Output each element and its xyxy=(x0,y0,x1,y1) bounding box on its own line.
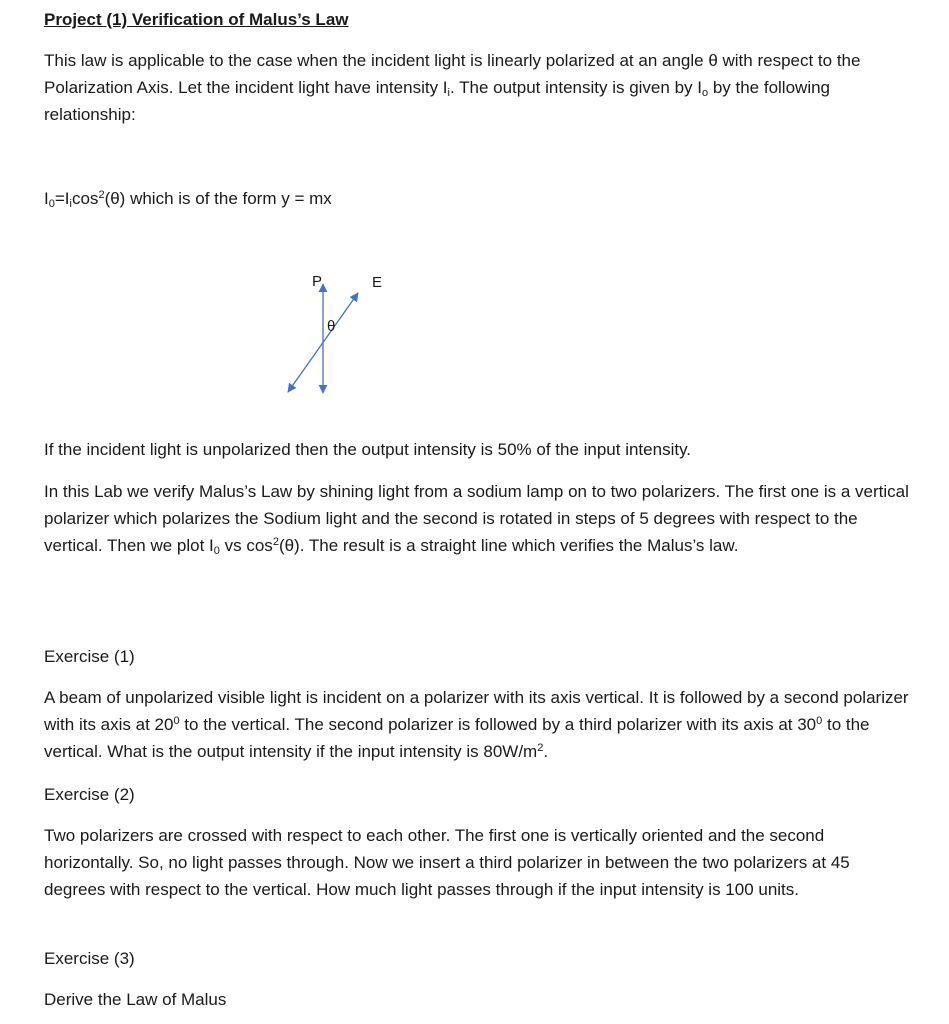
intro-text-3: by the following relationship: xyxy=(44,78,830,124)
exercise-3-heading: Exercise (3) xyxy=(44,949,135,968)
malus-formula xyxy=(44,185,914,212)
lab-text-3: (θ). The result is a straight line which verifies the Malus’s law. xyxy=(278,536,739,555)
label-p: P xyxy=(312,273,323,290)
exercise-1-body xyxy=(44,684,914,765)
formula-sup-2: 2 xyxy=(98,189,105,201)
label-e: E xyxy=(372,274,383,291)
polarization-diagram xyxy=(270,268,383,398)
formula-sub-0: 0 xyxy=(48,198,55,210)
unpolarized-paragraph: If the incident light is unpolarized then the output intensity is 50% of the input intensity. xyxy=(44,440,692,459)
formula-part-a: I xyxy=(44,189,49,208)
ex1-text-1: A beam of unpolarized visible light is incident on a polarizer with its axis vertical. It is followed by a second polarizer with its axis at 20 xyxy=(44,688,909,734)
page-title: Project (1) Verification of Malus’s Law xyxy=(44,10,349,29)
subscript-i: i xyxy=(447,87,450,99)
lab-sup-2: 2 xyxy=(272,536,279,548)
exercise-3-body: Derive the Law of Malus xyxy=(44,990,227,1009)
ex1-sup-2: 2 xyxy=(537,742,544,754)
intro-paragraph xyxy=(44,47,914,128)
lab-paragraph xyxy=(44,478,914,559)
ex1-text-2: to the vertical. The second polarizer is followed by a third polarizer with its axis at 30 xyxy=(179,715,817,734)
formula-part-c: cos xyxy=(71,189,99,208)
exercise-1-heading: Exercise (1) xyxy=(44,647,135,666)
formula-part-b: =I xyxy=(54,189,70,208)
ex1-degree-2: 0 xyxy=(816,715,823,727)
label-theta: θ xyxy=(327,318,336,335)
formula-sub-i: i xyxy=(69,198,72,210)
intro-text-1: This law is applicable to the case when the incident light is linearly polarized at an angle θ with respect to the Polarization Axis. Let the incident light have intensity I xyxy=(44,51,861,97)
ex1-text-3: to the vertical. What is the output intensity if the input intensity is 80W/m xyxy=(44,715,870,761)
intro-text-2: . The output intensity is given by I xyxy=(449,78,702,97)
exercise-2-heading: Exercise (2) xyxy=(44,785,135,804)
exercise-2-body: Two polarizers are crossed with respect to each other. The first one is vertically oriented and the second horizontally. So, no light passes through. Now we insert a third polarizer in between the two polarizers at 45 degrees with respect to the vertical. How much light passes through if the input intensity is 100 units. xyxy=(44,826,850,899)
ex1-text-4: . xyxy=(543,742,549,761)
lab-text-2: vs cos xyxy=(219,536,273,555)
subscript-o: o xyxy=(701,87,709,99)
ex1-degree-1: 0 xyxy=(173,715,180,727)
lab-sub-0: 0 xyxy=(213,545,220,557)
formula-part-d: (θ) which is of the form y = mx xyxy=(104,189,332,208)
lab-text-1: In this Lab we verify Malus’s Law by shining light from a sodium lamp on to two polarizers. The first one is a vertical polarizer which polarizes the Sodium light and the second is rotated in steps of 5 degrees with respect to the vertical. Then we plot I xyxy=(44,482,909,555)
